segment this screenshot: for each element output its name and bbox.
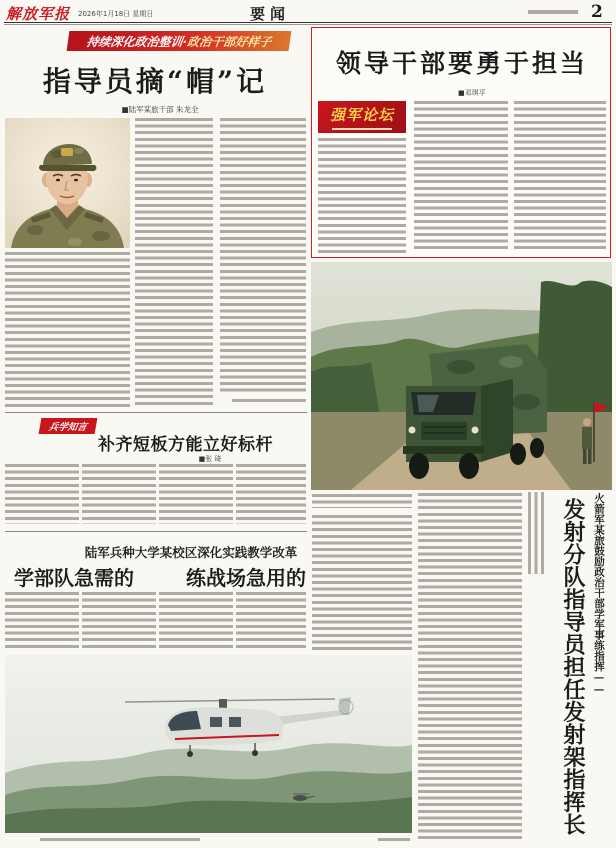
body-text-column	[82, 592, 156, 650]
school-article-title-part-a: 学部队急需的	[14, 566, 134, 590]
body-text-column	[159, 592, 233, 650]
body-text-column	[236, 464, 306, 524]
header-rule	[4, 22, 612, 25]
leader-article-byline: ■邓琪平	[458, 89, 486, 97]
section-divider	[5, 531, 307, 532]
body-text-column	[418, 493, 522, 843]
body-text-column	[159, 464, 233, 524]
article-end-note	[232, 399, 306, 403]
helicopter-photo	[5, 655, 412, 833]
page-number: 2	[591, 2, 603, 22]
issue-date: 2026年1月18日 星期日	[78, 10, 154, 18]
section-title: 要闻	[250, 5, 291, 23]
body-text-column	[414, 101, 508, 253]
body-text-column	[312, 515, 412, 650]
school-article-title-part-b: 练战场急用的	[186, 566, 306, 590]
guide-article-byline: ■陆军某旅干部 朱龙全	[121, 105, 199, 114]
series-banner-part-b: ·政治干部好样子	[181, 34, 273, 49]
photo-credit	[378, 838, 410, 842]
body-text-column	[514, 101, 606, 253]
body-text-column	[5, 252, 130, 408]
body-text-column	[5, 464, 79, 524]
column-tag	[318, 101, 406, 133]
photo-caption	[40, 838, 200, 842]
series-banner-part-a: 持续深化政治整训	[85, 34, 184, 49]
body-text-column	[135, 118, 213, 408]
shortboard-column-label: 兵学知言	[47, 422, 88, 433]
photo-caption	[312, 494, 412, 508]
truck-photo	[311, 262, 612, 490]
shortboard-column-tag	[39, 418, 98, 434]
shortboard-article-byline: ■张 琦	[198, 455, 222, 463]
guide-illustration	[5, 118, 130, 248]
school-article-kicker: 陆军兵种大学某校区深化实践教学改革	[84, 545, 298, 560]
body-text-column	[318, 138, 406, 253]
rocket-article-title: 发射分队指导员担任发射架指挥长	[560, 498, 586, 836]
column-tag-label: 强军论坛	[329, 106, 394, 124]
rocket-article-byline	[528, 492, 546, 574]
guide-article-title: 指导员摘“帽”记	[42, 65, 268, 98]
school-article-title	[14, 562, 306, 591]
editor-line	[528, 10, 578, 14]
body-text-column	[236, 592, 306, 650]
body-text-column	[220, 118, 306, 395]
leader-article-title: 领导干部要勇于担当	[335, 49, 588, 78]
body-text-column	[82, 464, 156, 524]
shortboard-article-title: 补齐短板方能立好标杆	[98, 435, 273, 455]
body-text-column	[5, 592, 79, 650]
column-tag-subline	[332, 128, 392, 130]
series-banner	[67, 31, 292, 51]
rocket-article-kicker: 火箭军某旅鼓励政治干部学军事练指挥——	[593, 493, 605, 696]
leader-commentary-box	[311, 27, 611, 258]
section-divider	[5, 412, 307, 413]
newspaper-logo: 解放军报	[6, 5, 71, 23]
